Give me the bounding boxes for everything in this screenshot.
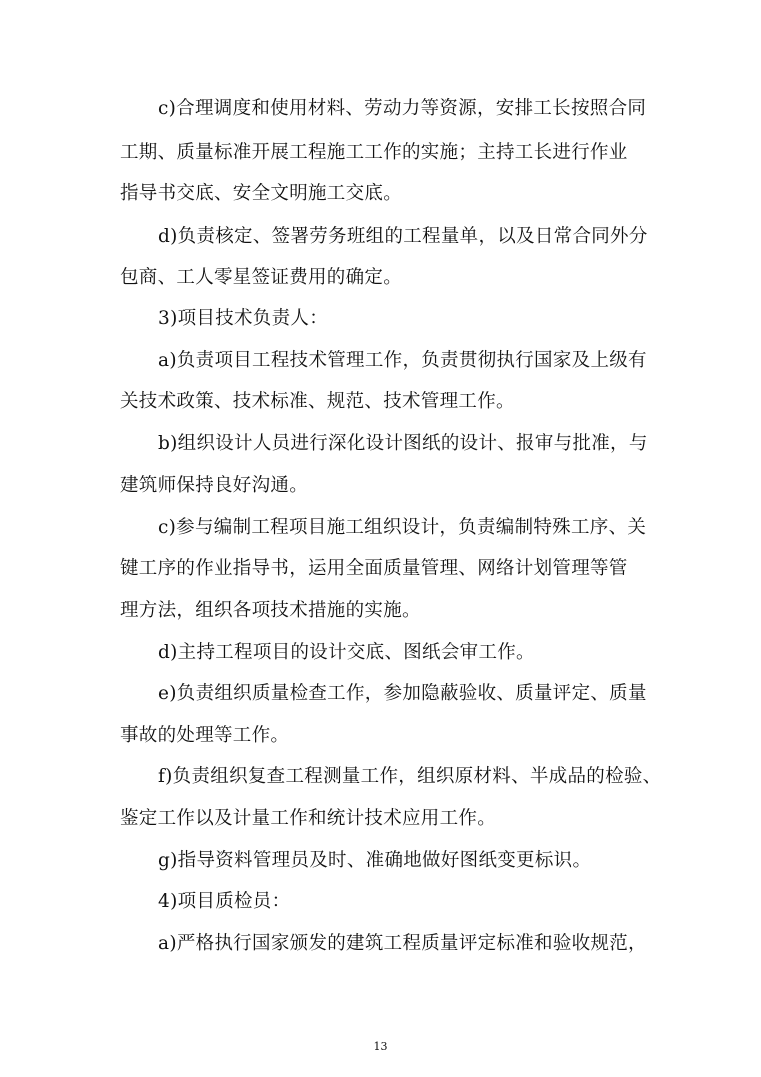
section-heading: 4)项目质检员： — [158, 891, 291, 912]
text-line: b)组织设计人员进行深化设计图纸的设计、报审与批准，与 — [158, 433, 648, 454]
text-line: 指导书交底、安全文明施工交底。 — [120, 183, 403, 204]
text-line: 事故的处理等工作。 — [120, 725, 290, 746]
text-line: a)负责项目工程技术管理工作，负责贯彻执行国家及上级有 — [158, 350, 647, 371]
text-line: c)参与编制工程项目施工组织设计，负责编制特殊工序、关 — [158, 517, 647, 538]
text-line: a)严格执行国家颁发的建筑工程质量评定标准和验收规范， — [158, 933, 647, 954]
text-line: d)负责核定、签署劳务班组的工程量单，以及日常合同外分 — [158, 226, 648, 247]
text-line: d)主持工程项目的设计交底、图纸会审工作。 — [158, 642, 535, 663]
text-line: 工期、质量标准开展工程施工工作的实施；主持工长进行作业 — [120, 142, 628, 163]
text-line: c)合理调度和使用材料、劳动力等资源，安排工长按照合同 — [158, 98, 647, 119]
text-line: 理方法，组织各项技术措施的实施。 — [120, 600, 421, 621]
text-line: 包商、工人零星签证费用的确定。 — [120, 267, 403, 288]
text-line: 关技术政策、技术标准、规范、技术管理工作。 — [120, 391, 515, 412]
page-number: 13 — [373, 1040, 388, 1053]
text-line: 建筑师保持良好沟通。 — [120, 475, 309, 496]
text-line: e)负责组织质量检查工作，参加隐蔽验收、质量评定、质量 — [158, 683, 647, 704]
text-line: 鉴定工作以及计量工作和统计技术应用工作。 — [120, 808, 497, 829]
section-heading: 3)项目技术负责人： — [158, 308, 328, 329]
text-line: g)指导资料管理员及时、准确地做好图纸变更标识。 — [158, 850, 592, 871]
text-line: f)负责组织复查工程测量工作，组织原材料、半成品的检验、 — [158, 766, 662, 787]
text-line: 键工序的作业指导书，运用全面质量管理、网络计划管理等管 — [120, 558, 628, 579]
